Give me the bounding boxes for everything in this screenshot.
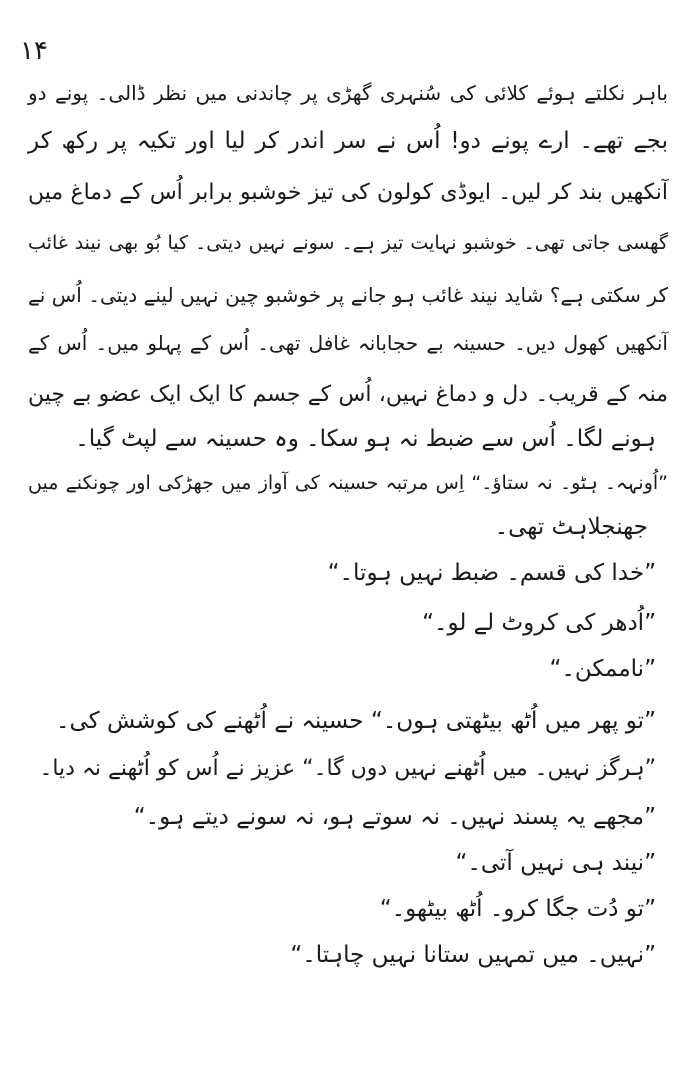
dialogue-line: جھنجلاہٹ تھی۔ <box>494 514 648 540</box>
dialogue-line: ”تو پھر میں اُٹھ بیٹھتی ہوں۔“ حسینہ نے اُٹھنے کی کوشش کی۔ <box>56 708 656 734</box>
paragraph-line: آنکھیں بند کر لیں۔ ایوڈی کولون کی تیز خوشبو برابر اُس کے دماغ میں <box>28 180 668 205</box>
paragraph-line: گھسی جاتی تھی۔ خوشبو نہایت تیز ہے۔ سونے نہیں دیتی۔ کیا بُو بھی نیند غائب <box>28 232 668 254</box>
paragraph-line: بجے تھے۔ ارے پونے دو! اُس نے سر اندر کر لیا اور تکیہ پر رکھ کر <box>28 128 668 154</box>
dialogue-line: ”تو دُت جگا کرو۔ اُٹھ بیٹھو۔“ <box>379 896 656 922</box>
paragraph-line: ہونے لگا۔ اُس سے ضبط نہ ہو سکا۔ وہ حسینہ سے لپٹ گیا۔ <box>75 426 656 452</box>
dialogue-line: ”ہرگز نہیں۔ میں اُٹھنے نہیں دوں گا۔“ عزیز نے اُس کو اُٹھنے نہ دیا۔ <box>39 756 656 781</box>
dialogue-line: ”مجھے یہ پسند نہیں۔ نہ سوتے ہو، نہ سونے دیتے ہو۔“ <box>133 804 656 830</box>
paragraph-line: آنکھیں کھول دیں۔ حسینہ بے حجابانہ غافل تھی۔ اُس کے پہلو میں۔ اُس کے <box>28 331 668 355</box>
page-number: ۱۴ <box>20 36 48 66</box>
dialogue-line: ”ناممکن۔“ <box>549 656 656 682</box>
paragraph-line: باہر نکلتے ہوئے کلائی کی سُنہری گھڑی پر چاندنی میں نظر ڈالی۔ پونے دو <box>28 81 668 105</box>
dialogue-line: ”نیند ہی نہیں آتی۔“ <box>455 850 656 876</box>
paragraph-line: کر سکتی ہے؟ شاید نیند غائب ہو جانے پر خوشبو چین نہیں لینے دیتی۔ اُس نے <box>28 283 668 307</box>
dialogue-line: ”نہیں۔ میں تمہیں ستانا نہیں چاہتا۔“ <box>290 942 656 968</box>
dialogue-line: ”خدا کی قسم۔ ضبط نہیں ہوتا۔“ <box>327 560 656 586</box>
dialogue-line: ”اُونہہ۔ ہٹو۔ نہ ستاؤ۔“ اِس مرتبہ حسینہ کی آواز میں جھڑکی اور چونکنے میں <box>28 472 668 494</box>
dialogue-line: ”اُدھر کی کروٹ لے لو۔“ <box>422 610 656 636</box>
paragraph-line: منہ کے قریب۔ دل و دماغ نہیں، اُس کے جسم کا ایک ایک عضو بے چین <box>28 382 668 407</box>
